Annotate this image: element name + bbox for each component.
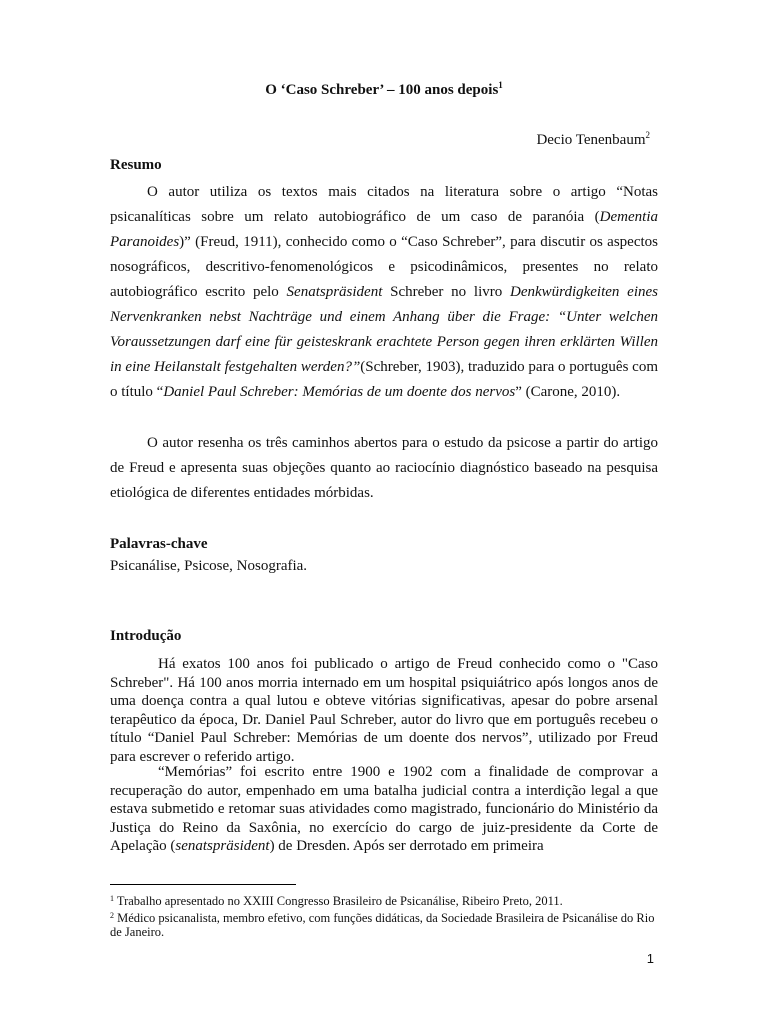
abstract-p1-text-a: O autor utiliza os textos mais citados na literatura sobre o artigo “Notas psicanalíticas sobre um relato autobiográfico de um caso de paranóia ( <box>110 184 658 225</box>
abstract-p1-text-c: )” (Freud, 1911), conhecido como o “Caso Schreber”, para discutir os aspectos nosográficos, descritivo-fenomenológicos e psicodinâmicos, presentes no relato autobiográfico escrito pelo <box>110 234 658 300</box>
abstract-paragraph-2: O autor resenha os três caminhos abertos para o estudo da psicose a partir do artigo de Freud e apresenta suas objeções quanto ao raciocínio diagnóstico baseado na pesquisa etiológica de diferentes entidades mórbidas. <box>110 435 658 501</box>
intro-p2-text-a: “Memórias” foi escrito entre 1900 e 1902 com a finalidade de comprovar a recuperação do autor, empenhado em uma batalha judicial contra a interdição legal a que estava submetido e retomar suas atividades como magistrado, funcionário do Ministério da Justiça do Reino da Saxônia, no exercício do cargo de juiz-presidente da Corte de Apelação ( <box>110 764 658 854</box>
introduction-heading: Introdução <box>110 628 182 644</box>
intro-p2-text-c: ) de Dresden. Após ser derrotado em primeira <box>269 838 544 854</box>
author-footnote-mark: 2 <box>645 130 650 140</box>
footnote-2 <box>110 909 658 940</box>
abstract-p1-italic-b: Dementia Paranoides <box>110 209 658 250</box>
footnote-2-text: Médico psicanalista, membro efetivo, com funções didáticas, da Sociedade Brasileira de Psicanálise do Rio de Janeiro. <box>110 910 655 939</box>
page-number: 1 <box>646 951 654 966</box>
keywords-heading: Palavras-chave <box>110 536 208 552</box>
document-title <box>0 80 768 99</box>
intro-p2-italic-b: senatspräsident <box>175 838 270 854</box>
footnote-separator <box>110 884 296 885</box>
title-footnote-mark: 1 <box>498 80 503 90</box>
footnote-1 <box>110 892 658 909</box>
author-name <box>536 130 650 149</box>
footnotes <box>110 892 658 940</box>
abstract-paragraph-1 <box>110 180 658 405</box>
title-text: O ‘Caso Schreber’ – 100 anos depois <box>265 82 499 98</box>
abstract-p1-italic-f: Denkwürdigkeiten eines Nervenkranken nebst Nachträge und einem Anhang über die Frage: “Unter welchen Voraussetzungen darf eine für geisteskrank erachtete Person gegen ihren erklärten Willen in eine Heilanstalt festgehalten werden?” <box>110 284 658 375</box>
author-text: Decio Tenenbaum <box>536 132 646 148</box>
introduction-paragraph-2 <box>110 763 658 856</box>
introduction-paragraph-1: Há exatos 100 anos foi publicado o artigo de Freud conhecido como o "Caso Schreber". Há 100 anos morria internado em um hospital psiquiátrico após longos anos de uma doença contra a qual lutou e obteve vitórias significativas, apesar do pobre arsenal terapêutico da época, Dr. Daniel Paul Schreber, autor do livro que em português recebeu o título “Daniel Paul Schreber: Memórias de um doente dos nervos”, utilizado por Freud para escrever o referido artigo. <box>110 656 658 765</box>
footnote-1-mark: 1 <box>110 894 114 903</box>
abstract-p1-text-g: (Schreber, 1903), traduzido para o português com o título “ <box>110 359 658 400</box>
footnote-1-text: Trabalho apresentado no XXIII Congresso Brasileiro de Psicanálise, Ribeiro Preto, 2011. <box>114 894 563 908</box>
abstract-p1-text-e: Schreber no livro <box>382 284 511 300</box>
keywords-list: Psicanálise, Psicose, Nosografia. <box>110 558 308 574</box>
abstract-p1-text-i: ” (Carone, 2010). <box>515 384 621 400</box>
abstract-p1-italic-h: Daniel Paul Schreber: Memórias de um doente dos nervos <box>163 384 516 400</box>
abstract-p1-italic-d: Senatspräsident <box>286 284 383 300</box>
abstract-heading: Resumo <box>110 157 162 173</box>
footnote-2-mark: 2 <box>110 910 114 920</box>
